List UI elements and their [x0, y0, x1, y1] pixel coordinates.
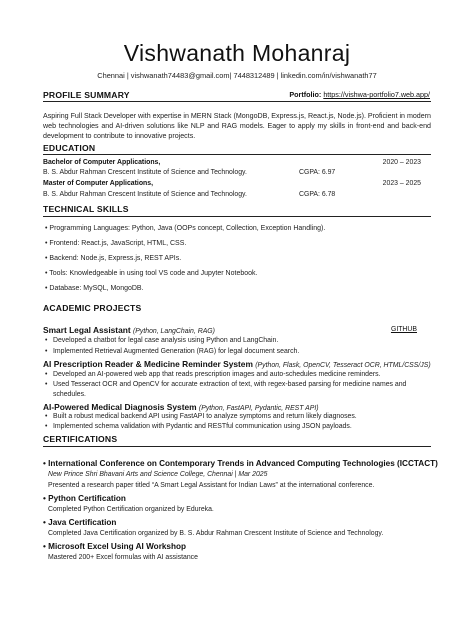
skill-item: • Frontend: React.js, JavaScript, HTML, CSS. — [45, 240, 187, 247]
project-bullet: • Built a robust medical backend API using FastAPI to analyze symptoms and return likely diagnoses. — [45, 413, 357, 420]
certifications-heading: CERTIFICATIONS — [43, 434, 118, 444]
candidate-name: Vishwanath Mohanraj — [123, 40, 351, 66]
certification-venue: New Prince Shri Bhavani Arts and Science College, Chennai | Mar 2025 — [48, 471, 268, 478]
certification-title: • Python Certification — [43, 494, 126, 503]
portfolio-link[interactable]: https://vishwa-portfolio7.web.app/ — [323, 90, 430, 99]
degree-name: Master of Computer Applications, — [43, 180, 154, 187]
contact-line: Chennai | vishwanath74483@gmail.com| 7448312489 | linkedin.com/in/vishwanath77 — [97, 71, 377, 80]
cgpa-value: CGPA: 6.78 — [299, 191, 336, 198]
education-institute-row — [43, 169, 431, 179]
project-title — [43, 402, 319, 412]
project-tech: (Python, Flask, OpenCV, Tesseract OCR, HTML/CSS/JS) — [255, 362, 431, 369]
education-degree-row — [43, 180, 431, 190]
project-name: Smart Legal Assistant — [43, 325, 131, 335]
certification-title: • Java Certification — [43, 518, 117, 527]
skill-item: • Programming Languages: Python, Java (OOPs concept, Collection, Exception Handling). — [45, 225, 326, 232]
profile-summary-text: Aspiring Full Stack Developer with expertise in MERN Stack (MongoDB, Express.js, React.js, Node.js). Proficient in modern web technologies and AI-driven solutions like NLP and RAG models. Eager to apply my skills in front-end and back-end development to contribute to innovative projects. — [43, 112, 431, 140]
github-link[interactable]: GITHUB — [390, 326, 417, 333]
portfolio-label: Portfolio: — [289, 90, 322, 99]
section-divider — [43, 101, 431, 102]
degree-years: 2020 – 2023 — [382, 159, 421, 166]
portfolio-line — [289, 90, 430, 99]
certification-title: • Microsoft Excel Using AI Workshop — [43, 542, 186, 551]
degree-years: 2023 – 2025 — [382, 180, 421, 187]
project-tech: (Python, FastAPI, Pydantic, REST API) — [198, 405, 319, 412]
section-divider — [43, 154, 431, 155]
certification-description: Presented a research paper titled “A Smart Legal Assistant for Indian Laws” at the international conference. — [48, 482, 375, 489]
project-bullet: • Developed a chatbot for legal case analysis using Python and LangChain. — [45, 337, 279, 344]
degree-name: Bachelor of Computer Applications, — [43, 159, 161, 166]
certification-title: • International Conference on Contemporary Trends in Advanced Computing Technologies (ICCTACT) — [43, 459, 438, 468]
profile-summary-heading: PROFILE SUMMARY — [43, 90, 130, 100]
project-bullet: • Developed an AI-powered web app that reads prescription images and auto-schedules medicine reminders. — [45, 371, 381, 378]
project-bullet: • Implemented Retrieval Augmented Generation (RAG) for legal document search. — [45, 348, 300, 355]
project-name: AI Prescription Reader & Medicine Reminder System — [43, 359, 253, 369]
cgpa-value: CGPA: 6.97 — [299, 169, 336, 176]
skill-item: • Backend: Node.js, Express.js, REST APIs. — [45, 255, 182, 262]
skill-item: • Database: MySQL, MongoDB. — [45, 285, 144, 292]
education-institute-row — [43, 191, 431, 201]
skill-item: • Tools: Knowledgeable in using tool VS code and Jupyter Notebook. — [45, 270, 258, 277]
project-tech: (Python, LangChain, RAG) — [132, 328, 215, 335]
section-divider — [43, 216, 431, 217]
academic-projects-heading: ACADEMIC PROJECTS — [43, 303, 142, 313]
certification-description: Completed Java Certification organized by B. S. Abdur Rahman Crescent Institute of Science and Technology. — [48, 530, 384, 537]
institute-name: B. S. Abdur Rahman Crescent Institute of Science and Technology. — [43, 169, 247, 176]
certification-description: Completed Python Certification organized by Edureka. — [48, 506, 214, 513]
project-name: AI-Powered Medical Diagnosis System — [43, 402, 197, 412]
section-divider — [43, 446, 431, 447]
project-bullet: • Implemented schema validation with Pydantic and RESTful communication using JSON payloads. — [45, 423, 352, 430]
project-title — [43, 359, 431, 369]
project-bullet: • Used Tesseract OCR and OpenCV for accurate extraction of text, with regex-based parsing for medicine names and schedules. — [45, 381, 407, 398]
education-degree-row — [43, 159, 431, 169]
certification-description: Mastered 200+ Excel formulas with AI assistance — [48, 554, 198, 561]
project-title — [43, 325, 215, 335]
education-heading: EDUCATION — [43, 143, 96, 153]
technical-skills-heading: TECHNICAL SKILLS — [43, 204, 129, 214]
institute-name: B. S. Abdur Rahman Crescent Institute of Science and Technology. — [43, 191, 247, 198]
